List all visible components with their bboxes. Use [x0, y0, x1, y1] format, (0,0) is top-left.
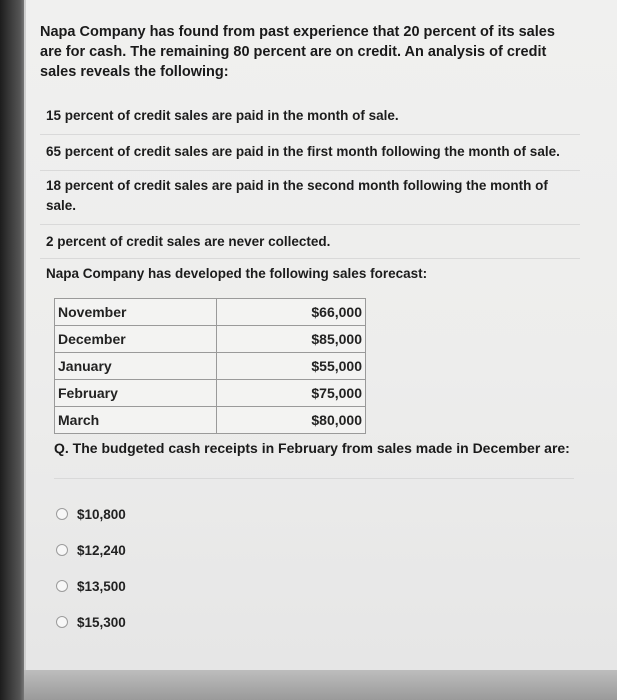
- option-c[interactable]: [56, 576, 126, 596]
- divider: [54, 478, 574, 479]
- table-row: [55, 380, 366, 407]
- divider: [40, 134, 580, 135]
- month-cell: March: [55, 407, 217, 434]
- option-a[interactable]: [56, 504, 126, 524]
- option-label: $15,300: [77, 614, 126, 630]
- amount-cell: $80,000: [217, 407, 366, 434]
- table-row: [55, 407, 366, 434]
- option-d[interactable]: [56, 612, 126, 632]
- amount-cell: $66,000: [217, 299, 366, 326]
- radio-button-icon[interactable]: [56, 580, 68, 592]
- fact-4: 2 percent of credit sales are never collected.: [46, 234, 331, 249]
- radio-button-icon[interactable]: [56, 616, 68, 628]
- option-label: $13,500: [77, 578, 126, 594]
- fact-2: 65 percent of credit sales are paid in the first month following the month of sale.: [46, 144, 560, 159]
- radio-button-icon[interactable]: [56, 544, 68, 556]
- problem-intro: Napa Company has found from past experience that 20 percent of its sales are for cash. The remaining 80 percent are on credit. An analysis of credit sales reveals the following:: [40, 24, 555, 80]
- forecast-intro: Napa Company has developed the following sales forecast:: [46, 266, 428, 281]
- month-cell: November: [55, 299, 217, 326]
- divider: [40, 170, 580, 171]
- amount-cell: $75,000: [217, 380, 366, 407]
- table-row: [55, 299, 366, 326]
- amount-cell: $55,000: [217, 353, 366, 380]
- question-text: Q. The budgeted cash receipts in February from sales made in December are:: [54, 440, 570, 456]
- month-cell: December: [55, 326, 217, 353]
- option-label: $12,240: [77, 542, 126, 558]
- card-bottom-edge: [24, 670, 617, 700]
- radio-button-icon[interactable]: [56, 508, 68, 520]
- table-row: [55, 326, 366, 353]
- amount-cell: $85,000: [217, 326, 366, 353]
- fact-3: 18 percent of credit sales are paid in the second month following the month of sale.: [46, 178, 548, 213]
- fact-1: 15 percent of credit sales are paid in the month of sale.: [46, 108, 399, 123]
- month-cell: January: [55, 353, 217, 380]
- month-cell: February: [55, 380, 217, 407]
- option-b[interactable]: [56, 540, 126, 560]
- table-row: [55, 353, 366, 380]
- divider: [40, 224, 580, 225]
- divider: [40, 258, 580, 259]
- sales-forecast-table: [54, 298, 366, 434]
- option-label: $10,800: [77, 506, 126, 522]
